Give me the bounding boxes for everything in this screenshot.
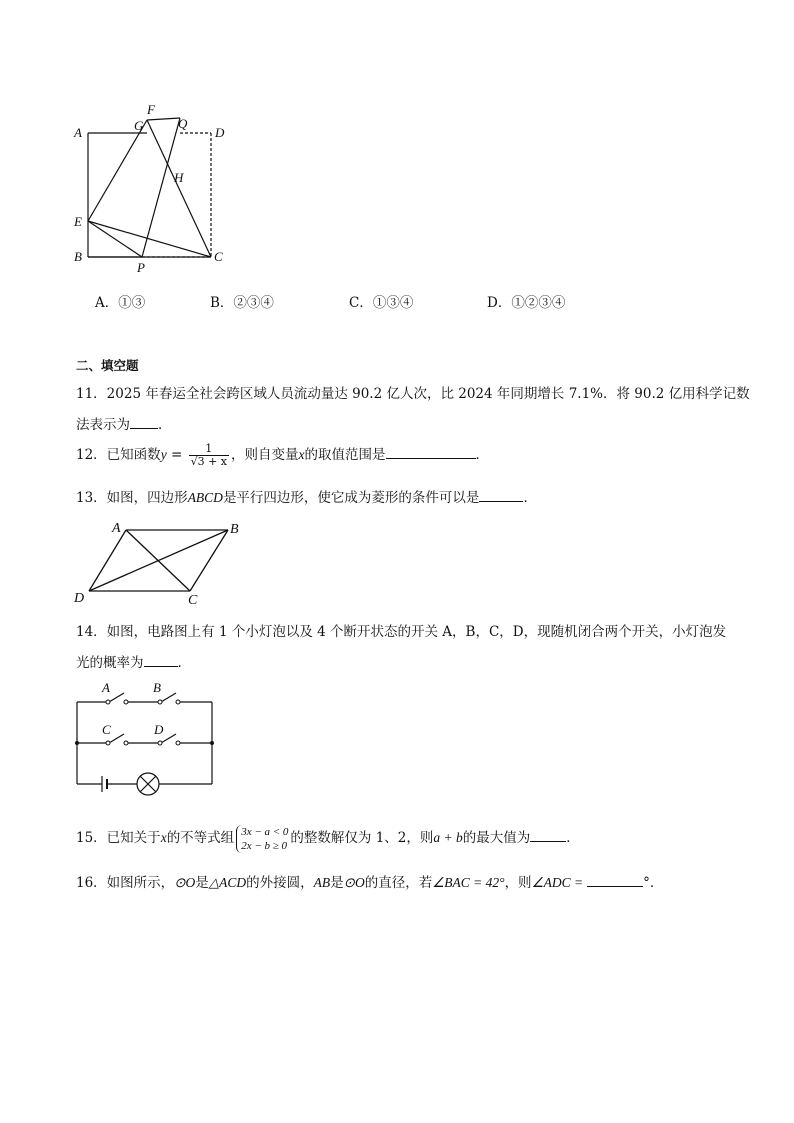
label-B: B (153, 680, 161, 695)
label-B: B (230, 522, 239, 537)
junction-dot (75, 741, 79, 745)
label-D: D (74, 591, 85, 606)
switch-contact (176, 741, 180, 745)
segment-FQ (147, 118, 180, 120)
question-12: 12．已知函数y = $\frac{1}{√3 + x}$ ，则自变量x的取值范围是 ． (76, 442, 490, 468)
segment-DA (89, 530, 126, 591)
switch-contact (124, 741, 128, 745)
segment-EF (88, 120, 147, 221)
label-A: A (74, 125, 82, 140)
segment-EC (88, 221, 211, 257)
label-C: C (214, 249, 223, 264)
label-F: F (147, 102, 155, 117)
figure-q10 (70, 100, 240, 275)
option-c: C．①③④ (349, 295, 414, 311)
figure-q13 (70, 518, 250, 608)
junction-dot (210, 741, 214, 745)
question-11-line1: 11．2025 年春运全社会跨区域人员流动量达 90.2 亿人次，比 2024 年同期增长 7.1%．将 90.2 亿用科学记数 (76, 386, 750, 402)
switch-a (109, 693, 124, 702)
label-A: A (102, 680, 110, 695)
section-title: 二、填空题 (76, 358, 139, 373)
figure-q14-circuit (70, 680, 220, 800)
label-Q: Q (178, 116, 188, 131)
segment-EP (88, 221, 142, 257)
diagonal-BD (89, 530, 228, 591)
question-14-line1: 14．如图，电路图上有 1 个小灯泡以及 4 个断开状态的开关 A，B，C，D，现随机闭合两个开关，小灯泡发 (76, 624, 727, 640)
option-d: D．①②③④ (487, 295, 566, 311)
label-E: E (74, 214, 82, 229)
question-13: 13．如图，四边形ABCD是平行四边形，使它成为菱形的条件可以是 ． (76, 487, 537, 508)
switch-b (161, 693, 176, 702)
label-C: C (102, 722, 111, 737)
option-b: B．②③④ (210, 295, 274, 311)
segment-BC (190, 530, 228, 591)
switch-contact (158, 741, 162, 745)
switch-contact (158, 700, 162, 704)
fraction: $\frac{1}{√3 + x}$ (190, 442, 228, 468)
segment-QP (142, 118, 180, 257)
label-A: A (112, 521, 121, 536)
label-D: D (154, 722, 164, 737)
question-11-line2: 法表示为 ． (76, 414, 172, 435)
question-14-line2: 光的概率为 ． (76, 652, 191, 673)
label-G: G (134, 118, 144, 133)
switch-c (109, 734, 124, 743)
label-B: B (74, 249, 82, 264)
inequality-system: 3x − a < 0 2x − b ≥ 0 (236, 825, 288, 853)
label-C: C (188, 593, 198, 608)
question-16: 16．如图所示，⊙O是△ACD的外接圆，AB是⊙O的直径，若∠BAC = 42°，则∠ADC = °． (76, 872, 663, 893)
question-15: 15．已知关于x的不等式组 3x − a < 0 2x − b ≥ 0 的整数解仅为 1、2，则a + b的最大值为 ． (76, 825, 580, 852)
switch-contact (106, 741, 110, 745)
segment-FC (147, 120, 211, 257)
label-D: D (215, 125, 225, 140)
switch-contact (106, 700, 110, 704)
option-a: A．①③ (95, 295, 146, 311)
switch-contact (176, 700, 180, 704)
label-H: H (174, 170, 184, 185)
label-P: P (137, 260, 145, 275)
switch-contact (124, 700, 128, 704)
